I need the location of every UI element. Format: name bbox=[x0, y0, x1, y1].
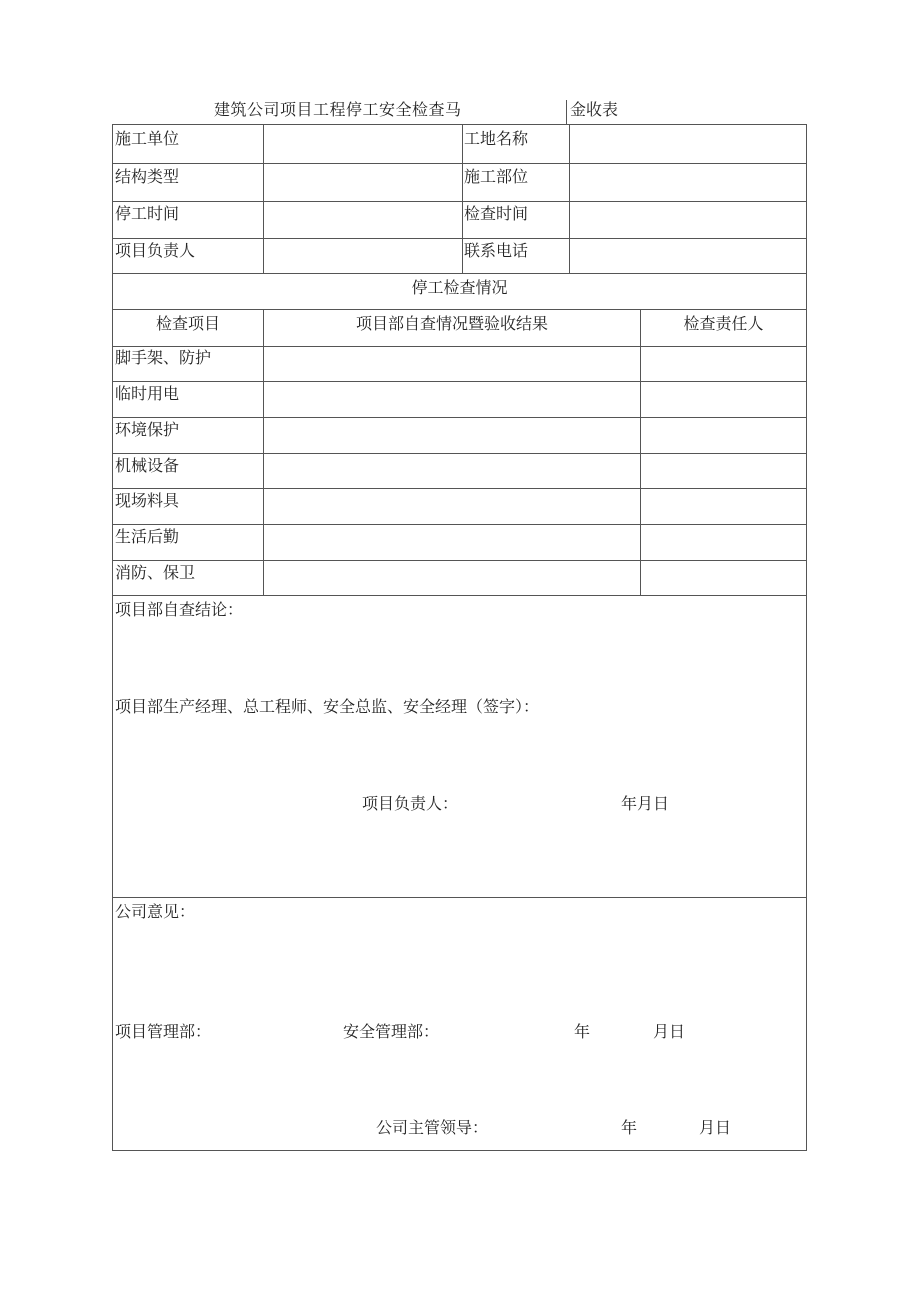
row-divider bbox=[113, 163, 806, 164]
project-leader-label: 项目负责人： bbox=[362, 794, 459, 813]
col-divider bbox=[569, 125, 570, 273]
inspection-form bbox=[112, 124, 807, 1151]
company-opinion-label: 公司意见： bbox=[115, 902, 196, 921]
row-divider bbox=[113, 346, 806, 347]
row-divider bbox=[113, 201, 806, 202]
row-divider bbox=[113, 488, 806, 489]
month-day-label: 月日 bbox=[699, 1118, 732, 1137]
row-divider bbox=[113, 273, 806, 274]
row-divider bbox=[113, 381, 806, 382]
col-divider bbox=[263, 125, 264, 273]
info-label: 工地名称 bbox=[464, 129, 529, 148]
row-divider bbox=[113, 309, 806, 310]
info-label: 联系电话 bbox=[464, 241, 529, 260]
check-item: 现场料具 bbox=[115, 491, 180, 510]
info-label: 结构类型 bbox=[115, 167, 180, 186]
row-divider bbox=[113, 453, 806, 454]
check-item: 机械设备 bbox=[115, 456, 180, 475]
year-label: 年 bbox=[574, 1022, 591, 1041]
info-label: 施工单位 bbox=[115, 129, 180, 148]
form-title-suffix: 金收表 bbox=[570, 100, 619, 119]
month-day-label: 月日 bbox=[653, 1022, 686, 1041]
column-header: 检查项目 bbox=[155, 314, 220, 333]
row-divider bbox=[113, 524, 806, 525]
signers-label: 项目部生产经理、总工程师、安全总监、安全经理（签字）： bbox=[115, 697, 540, 716]
check-item: 临时用电 bbox=[115, 384, 180, 403]
info-label: 施工部位 bbox=[464, 167, 529, 186]
info-label: 检查时间 bbox=[464, 204, 529, 223]
info-label: 停工时间 bbox=[115, 204, 180, 223]
check-item: 脚手架、防护 bbox=[115, 348, 212, 367]
safety-dept-label: 安全管理部： bbox=[343, 1022, 440, 1041]
section-title: 停工检查情况 bbox=[411, 278, 508, 297]
column-header: 项目部自查情况暨验收结果 bbox=[355, 314, 548, 333]
title-divider bbox=[566, 100, 567, 124]
col-divider bbox=[263, 309, 264, 595]
row-divider bbox=[113, 238, 806, 239]
self-check-label: 项目部自查结论： bbox=[115, 600, 244, 619]
col-divider bbox=[462, 125, 463, 273]
project-dept-label: 项目管理部： bbox=[115, 1022, 212, 1041]
row-divider bbox=[113, 595, 806, 596]
col-divider bbox=[640, 309, 641, 595]
column-header: 检查责任人 bbox=[683, 314, 764, 333]
info-label: 项目负责人 bbox=[115, 241, 196, 260]
row-divider bbox=[113, 897, 806, 898]
row-divider bbox=[113, 560, 806, 561]
check-item: 生活后勤 bbox=[115, 527, 180, 546]
check-item: 环境保护 bbox=[115, 420, 180, 439]
year-label: 年 bbox=[621, 1118, 638, 1137]
row-divider bbox=[113, 417, 806, 418]
sign-date: 年月日 bbox=[621, 794, 670, 813]
form-title: 建筑公司项目工程停工安全检查马 bbox=[214, 100, 462, 119]
company-leader-label: 公司主管领导： bbox=[376, 1118, 489, 1137]
check-item: 消防、保卫 bbox=[115, 563, 196, 582]
